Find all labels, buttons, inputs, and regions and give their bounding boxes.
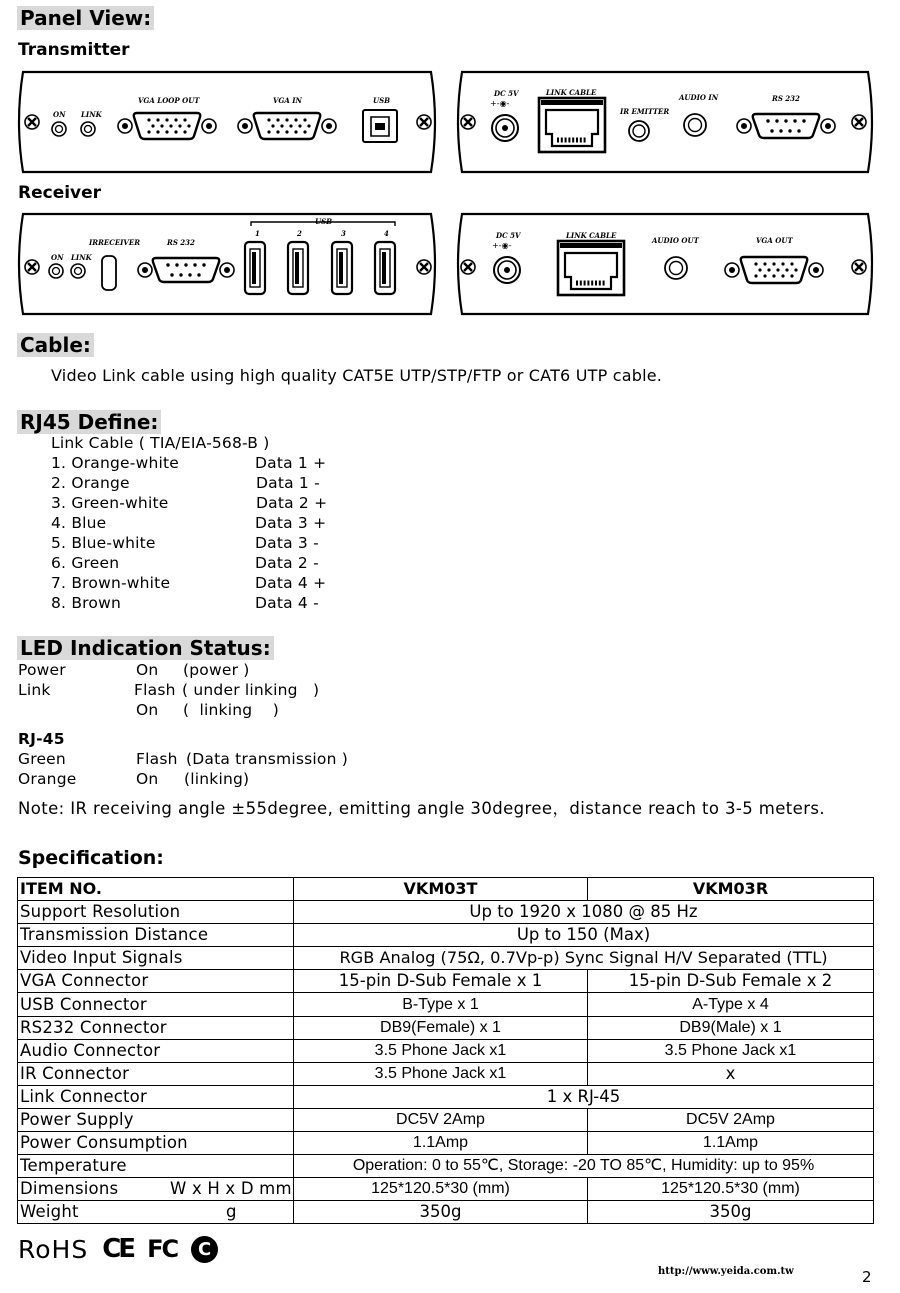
spec-item: Support Resolution bbox=[18, 901, 294, 924]
table-row bbox=[18, 1085, 874, 1108]
rj45-pin-signal: Data 1 + bbox=[255, 454, 327, 472]
led-link-desc-on: ( linking ) bbox=[183, 701, 280, 719]
audio-in-jack-icon bbox=[684, 114, 706, 136]
rs232-label: RS 232 bbox=[167, 238, 195, 247]
transmitter-heading: Transmitter bbox=[18, 40, 130, 60]
led-green-state: Flash bbox=[136, 750, 178, 768]
spec-item: Power Supply bbox=[18, 1108, 294, 1131]
usb-a-port-icon bbox=[332, 242, 352, 294]
table-row bbox=[18, 993, 874, 1016]
table-header-row bbox=[18, 878, 874, 901]
dc-label: DC 5V bbox=[496, 231, 521, 240]
usb-port-number: 4 bbox=[384, 229, 389, 238]
rj45-pin-wire: 5. Blue-white bbox=[51, 534, 156, 552]
column-header: VKM03R bbox=[588, 878, 874, 901]
link-cable-label: LINK CABLE bbox=[566, 231, 617, 240]
spec-value: Up to 150 (Max) bbox=[294, 924, 874, 947]
audio-in-label: AUDIO IN bbox=[679, 93, 719, 102]
ul-logo: C bbox=[191, 1236, 218, 1263]
spec-value-r: 350g bbox=[588, 1201, 874, 1224]
on-label: ON bbox=[51, 253, 64, 262]
table-row bbox=[18, 1062, 874, 1085]
led-orange-name: Orange bbox=[18, 770, 77, 788]
cable-heading: Cable: bbox=[17, 333, 94, 357]
spec-item: Transmission Distance bbox=[18, 924, 294, 947]
spec-item: Audio Connector bbox=[18, 1039, 294, 1062]
led-power-name: Power bbox=[18, 661, 66, 679]
receiver-front-panel bbox=[15, 212, 439, 316]
rj45-port-icon bbox=[539, 98, 605, 152]
transmitter-rear-panel bbox=[454, 70, 876, 174]
spec-value-t: 1.1Amp bbox=[294, 1132, 588, 1155]
spec-item: RS232 Connector bbox=[18, 1016, 294, 1039]
usb-port-number: 2 bbox=[297, 229, 302, 238]
certification-logos bbox=[18, 1234, 218, 1264]
polarity-icon: +-◉- bbox=[492, 241, 512, 250]
spec-item: USB Connector bbox=[18, 993, 294, 1016]
led-link-state-on: On bbox=[136, 701, 159, 719]
vga-in-label: VGA IN bbox=[273, 96, 302, 105]
rj45-pin-wire: 8. Brown bbox=[51, 594, 121, 612]
transmitter-front-panel bbox=[15, 70, 439, 174]
usb-label: USB bbox=[373, 96, 391, 105]
spec-value-t: 350g bbox=[294, 1201, 588, 1224]
rj45-pin-signal: Data 2 + bbox=[256, 494, 328, 512]
spec-item-cell bbox=[18, 1178, 294, 1201]
rj45-pin-signal: Data 3 + bbox=[255, 514, 327, 532]
vga-loop-out-label: VGA LOOP OUT bbox=[138, 96, 200, 105]
on-label: ON bbox=[53, 110, 66, 119]
rj45-pin-wire: 7. Brown-white bbox=[51, 574, 171, 592]
rj45-pin-signal: Data 4 + bbox=[255, 574, 327, 592]
spec-value: RGB Analog (75Ω, 0.7Vp-p) Sync Signal H/V Separated (TTL) bbox=[294, 947, 874, 970]
led-status-heading: LED Indication Status: bbox=[17, 636, 274, 660]
spec-value-r: x bbox=[588, 1062, 874, 1085]
rj45-pin-wire: 2. Orange bbox=[51, 474, 130, 492]
panel-view-heading: Panel View: bbox=[17, 6, 154, 30]
spec-value: Up to 1920 x 1080 @ 85 Hz bbox=[294, 901, 874, 924]
table-row bbox=[18, 1201, 874, 1224]
fcc-logo: FC bbox=[147, 1235, 178, 1263]
screw-icon bbox=[852, 115, 866, 129]
on-led-icon bbox=[52, 122, 66, 136]
usb-a-port-icon bbox=[245, 242, 265, 294]
rj45-port-icon bbox=[558, 241, 624, 295]
table-row bbox=[18, 901, 874, 924]
screw-icon bbox=[852, 260, 866, 274]
rj45-pin-signal: Data 3 - bbox=[255, 534, 319, 552]
spec-value: Operation: 0 to 55℃, Storage: -20 TO 85℃, Humidity: up to 95% bbox=[294, 1155, 874, 1178]
rj45-led-title: RJ-45 bbox=[18, 730, 65, 748]
usb-port-number: 1 bbox=[255, 229, 260, 238]
rj45-pin-signal: Data 1 - bbox=[256, 474, 320, 492]
screw-icon bbox=[417, 260, 431, 274]
spec-unit: W x H x D mm bbox=[170, 1179, 292, 1199]
rs232-label: RS 232 bbox=[772, 94, 800, 103]
spec-value-r: A-Type x 4 bbox=[588, 993, 874, 1016]
cable-description: Video Link cable using high quality CAT5E UTP/STP/FTP or CAT6 UTP cable. bbox=[51, 366, 663, 385]
usb-b-port-icon bbox=[363, 110, 397, 142]
table-row bbox=[18, 924, 874, 947]
spec-value-t: 15-pin D-Sub Female x 1 bbox=[294, 970, 588, 993]
usb-label: USB bbox=[315, 217, 333, 226]
ir-receiver-label: IRRECEIVER bbox=[89, 238, 141, 247]
ir-emitter-jack-icon bbox=[629, 121, 649, 141]
spec-value-r: 125*120.5*30 (mm) bbox=[588, 1178, 874, 1201]
dc-jack-icon bbox=[494, 257, 520, 283]
screw-icon bbox=[461, 260, 475, 274]
audio-out-label: AUDIO OUT bbox=[652, 236, 699, 245]
spec-value-r: DB9(Male) x 1 bbox=[588, 1016, 874, 1039]
link-led-icon bbox=[81, 122, 95, 136]
screw-icon bbox=[417, 115, 431, 129]
rj45-pin-signal: Data 2 - bbox=[255, 554, 319, 572]
usb-a-port-icon bbox=[375, 242, 395, 294]
rj45-standard: Link Cable ( TIA/EIA-568-B ) bbox=[51, 434, 270, 452]
spec-item-cell bbox=[18, 1201, 294, 1224]
receiver-heading: Receiver bbox=[18, 183, 102, 203]
spec-item: Video Input Signals bbox=[18, 947, 294, 970]
page-number: 2 bbox=[862, 1268, 872, 1286]
led-orange-state: On bbox=[136, 770, 159, 788]
led-power-desc: (power ) bbox=[183, 661, 250, 679]
specification-heading: Specification: bbox=[18, 847, 164, 869]
spec-item: Weight bbox=[20, 1202, 79, 1222]
rj45-pin-wire: 6. Green bbox=[51, 554, 120, 572]
spec-item: IR Connector bbox=[18, 1062, 294, 1085]
rj45-pin-wire: 1. Orange-white bbox=[51, 454, 179, 472]
led-link-state-flash: Flash bbox=[134, 681, 176, 699]
spec-value-t: 125*120.5*30 (mm) bbox=[294, 1178, 588, 1201]
dc-jack-icon bbox=[492, 115, 518, 141]
spec-value-t: 3.5 Phone Jack x1 bbox=[294, 1039, 588, 1062]
specification-table bbox=[17, 877, 874, 1224]
spec-value: 1 x RJ-45 bbox=[294, 1085, 874, 1108]
ir-note: Note: IR receiving angle ±55degree, emitting angle 30degree，distance reach to 3-5 meters. bbox=[18, 799, 826, 818]
table-row bbox=[18, 1132, 874, 1155]
led-power-state: On bbox=[136, 661, 159, 679]
rohs-logo: RoHS bbox=[18, 1234, 89, 1264]
rj45-heading: RJ45 Define: bbox=[17, 410, 161, 434]
led-orange-desc: (linking) bbox=[184, 770, 250, 788]
spec-value-t: DB9(Female) x 1 bbox=[294, 1016, 588, 1039]
spec-value-t: DC5V 2Amp bbox=[294, 1108, 588, 1131]
column-header: ITEM NO. bbox=[18, 878, 294, 901]
table-row bbox=[18, 1016, 874, 1039]
column-header: VKM03T bbox=[294, 878, 588, 901]
ce-logo: CE bbox=[102, 1234, 134, 1264]
rj45-pin-wire: 4. Blue bbox=[51, 514, 107, 532]
screw-icon bbox=[25, 115, 39, 129]
audio-out-jack-icon bbox=[665, 257, 687, 279]
link-led-icon bbox=[71, 264, 85, 278]
spec-item: Temperature bbox=[18, 1155, 294, 1178]
link-cable-label: LINK CABLE bbox=[546, 88, 597, 97]
ir-receiver-window-icon bbox=[102, 256, 116, 290]
receiver-rear-panel bbox=[454, 212, 876, 316]
spec-unit: g bbox=[226, 1202, 237, 1222]
rj45-pin-wire: 3. Green-white bbox=[51, 494, 169, 512]
link-label: LINK bbox=[81, 110, 102, 119]
led-green-name: Green bbox=[18, 750, 66, 768]
spec-value-r: DC5V 2Amp bbox=[588, 1108, 874, 1131]
footer-url: http://www.yeida.com.tw bbox=[658, 1266, 794, 1277]
link-label: LINK bbox=[71, 253, 92, 262]
table-row bbox=[18, 1178, 874, 1201]
spec-value-t: 3.5 Phone Jack x1 bbox=[294, 1062, 588, 1085]
on-led-icon bbox=[49, 264, 63, 278]
table-row bbox=[18, 1155, 874, 1178]
usb-port-number: 3 bbox=[341, 229, 346, 238]
spec-item: Link Connector bbox=[18, 1085, 294, 1108]
screw-icon bbox=[25, 260, 39, 274]
ir-emitter-label: IR EMITTER bbox=[620, 107, 670, 116]
usb-a-port-icon bbox=[288, 242, 308, 294]
vga-out-label: VGA OUT bbox=[756, 236, 793, 245]
rj45-pin-signal: Data 4 - bbox=[255, 594, 319, 612]
table-row bbox=[18, 1108, 874, 1131]
led-link-name: Link bbox=[18, 681, 51, 699]
spec-item: Dimensions bbox=[20, 1179, 119, 1199]
screw-icon bbox=[461, 115, 475, 129]
polarity-icon: +-◉- bbox=[490, 99, 510, 108]
led-green-desc: (Data transmission ) bbox=[186, 750, 348, 768]
spec-item: VGA Connector bbox=[18, 970, 294, 993]
table-row bbox=[18, 1039, 874, 1062]
led-link-desc-flash: ( under linking ) bbox=[182, 681, 320, 699]
spec-value-r: 1.1Amp bbox=[588, 1132, 874, 1155]
spec-value-r: 3.5 Phone Jack x1 bbox=[588, 1039, 874, 1062]
table-row bbox=[18, 947, 874, 970]
dc-label: DC 5V bbox=[494, 89, 519, 98]
spec-value-t: B-Type x 1 bbox=[294, 993, 588, 1016]
table-row bbox=[18, 970, 874, 993]
spec-value-r: 15-pin D-Sub Female x 2 bbox=[588, 970, 874, 993]
spec-item: Power Consumption bbox=[18, 1132, 294, 1155]
